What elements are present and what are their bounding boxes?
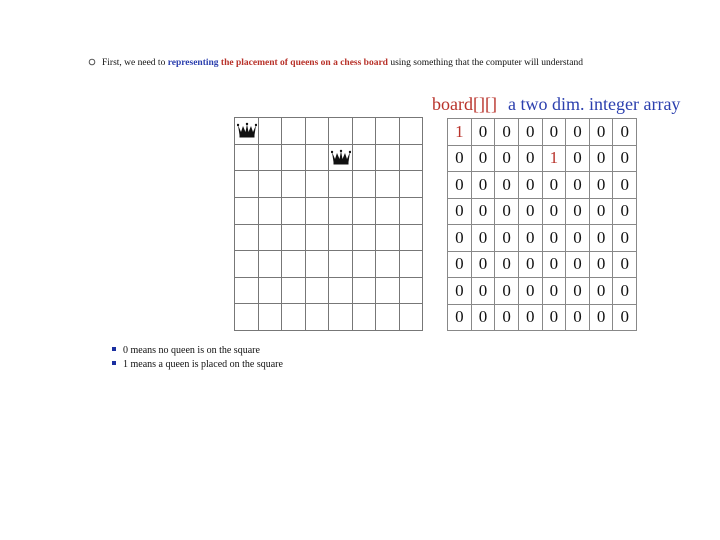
array-cell: 0 bbox=[472, 225, 496, 252]
board-square bbox=[282, 145, 306, 172]
board-square bbox=[329, 171, 353, 198]
board-square bbox=[376, 145, 400, 172]
array-cell: 0 bbox=[472, 305, 496, 332]
board-square bbox=[235, 171, 259, 198]
board-square bbox=[282, 118, 306, 145]
array-cell: 0 bbox=[495, 278, 519, 305]
board-square bbox=[353, 118, 377, 145]
board-square bbox=[400, 225, 424, 252]
board-square bbox=[306, 304, 330, 331]
array-cell: 0 bbox=[566, 225, 590, 252]
array-cell: 0 bbox=[519, 199, 543, 226]
array-cell: 0 bbox=[472, 252, 496, 279]
board-square bbox=[376, 251, 400, 278]
intro-part-2: representing bbox=[167, 58, 219, 68]
board-square bbox=[259, 145, 283, 172]
board-square bbox=[306, 145, 330, 172]
array-cell: 0 bbox=[519, 305, 543, 332]
array-cell: 0 bbox=[472, 146, 496, 173]
array-cell: 0 bbox=[543, 199, 567, 226]
square-bullet-icon bbox=[112, 361, 116, 365]
array-cell: 0 bbox=[590, 278, 614, 305]
board-square bbox=[353, 304, 377, 331]
array-description: a two dim. integer array bbox=[508, 94, 681, 114]
board-square bbox=[259, 251, 283, 278]
array-cell: 0 bbox=[448, 252, 472, 279]
array-cell: 0 bbox=[448, 146, 472, 173]
note-item bbox=[112, 344, 283, 358]
square-bullet-icon bbox=[112, 347, 116, 351]
array-cell: 0 bbox=[590, 146, 614, 173]
array-cell: 0 bbox=[590, 305, 614, 332]
board-square bbox=[376, 278, 400, 305]
board-square bbox=[353, 171, 377, 198]
array-cell: 0 bbox=[613, 278, 637, 305]
array-cell: 1 bbox=[543, 146, 567, 173]
array-cell: 0 bbox=[448, 305, 472, 332]
array-cell: 0 bbox=[448, 278, 472, 305]
board-square bbox=[282, 304, 306, 331]
board-square bbox=[376, 171, 400, 198]
board-square bbox=[353, 198, 377, 225]
array-cell: 0 bbox=[472, 119, 496, 146]
array-cell: 0 bbox=[543, 278, 567, 305]
intro-part-3: the placement of queens on a chess board bbox=[218, 58, 388, 68]
board-square bbox=[329, 304, 353, 331]
board-square bbox=[259, 118, 283, 145]
board-square bbox=[400, 278, 424, 305]
array-cell: 0 bbox=[613, 119, 637, 146]
board-square bbox=[329, 278, 353, 305]
board-square bbox=[282, 171, 306, 198]
board-square bbox=[306, 171, 330, 198]
array-grid bbox=[447, 118, 637, 331]
board-square bbox=[235, 145, 259, 172]
board-square bbox=[235, 225, 259, 252]
board-square bbox=[282, 278, 306, 305]
board-square bbox=[282, 251, 306, 278]
array-cell: 0 bbox=[519, 252, 543, 279]
array-cell: 0 bbox=[495, 305, 519, 332]
array-cell: 0 bbox=[613, 146, 637, 173]
board-square bbox=[353, 251, 377, 278]
board-square bbox=[235, 278, 259, 305]
board-square bbox=[376, 198, 400, 225]
board-square bbox=[235, 198, 259, 225]
board-square bbox=[259, 171, 283, 198]
array-cell: 0 bbox=[519, 119, 543, 146]
board-square bbox=[400, 171, 424, 198]
array-cell: 0 bbox=[590, 225, 614, 252]
board-square bbox=[376, 118, 400, 145]
board-square bbox=[235, 251, 259, 278]
array-cell: 0 bbox=[543, 252, 567, 279]
array-cell: 0 bbox=[543, 225, 567, 252]
notes-list bbox=[112, 344, 283, 372]
board-square bbox=[306, 225, 330, 252]
array-cell: 0 bbox=[613, 225, 637, 252]
array-cell: 0 bbox=[566, 278, 590, 305]
array-cell: 0 bbox=[566, 305, 590, 332]
note-one: 1 means a queen is placed on the square bbox=[123, 359, 283, 370]
array-cell: 0 bbox=[495, 146, 519, 173]
array-cell: 0 bbox=[590, 119, 614, 146]
note-item bbox=[112, 358, 283, 372]
array-cell: 0 bbox=[472, 172, 496, 199]
board-square bbox=[259, 304, 283, 331]
note-zero: 0 means no queen is on the square bbox=[123, 345, 260, 356]
array-cell: 0 bbox=[543, 119, 567, 146]
array-name: board[][] bbox=[432, 94, 497, 114]
board-square bbox=[259, 278, 283, 305]
array-cell: 0 bbox=[472, 199, 496, 226]
hollow-bullet-icon bbox=[88, 58, 96, 66]
board-square bbox=[235, 304, 259, 331]
array-cell: 1 bbox=[448, 119, 472, 146]
array-cell: 0 bbox=[495, 119, 519, 146]
array-cell: 0 bbox=[566, 252, 590, 279]
array-cell: 0 bbox=[448, 225, 472, 252]
array-cell: 0 bbox=[613, 252, 637, 279]
array-cell: 0 bbox=[519, 146, 543, 173]
chess-board bbox=[234, 117, 423, 331]
array-cell: 0 bbox=[495, 199, 519, 226]
board-square bbox=[259, 225, 283, 252]
array-cell: 0 bbox=[566, 199, 590, 226]
board-square bbox=[400, 145, 424, 172]
array-cell: 0 bbox=[543, 172, 567, 199]
board-square bbox=[353, 225, 377, 252]
board-square bbox=[400, 251, 424, 278]
intro-text bbox=[88, 58, 708, 68]
array-cell: 0 bbox=[472, 278, 496, 305]
board-square bbox=[282, 225, 306, 252]
array-cell: 0 bbox=[495, 252, 519, 279]
queen-icon bbox=[331, 148, 351, 165]
board-square bbox=[400, 304, 424, 331]
board-square bbox=[306, 118, 330, 145]
board-square bbox=[329, 225, 353, 252]
board-square bbox=[353, 278, 377, 305]
board-square bbox=[329, 118, 353, 145]
intro-part-4: using something that the computer will understand bbox=[387, 58, 583, 68]
board-square bbox=[400, 118, 424, 145]
board-square bbox=[306, 198, 330, 225]
array-cell: 0 bbox=[566, 172, 590, 199]
array-cell: 0 bbox=[566, 146, 590, 173]
board-square bbox=[329, 251, 353, 278]
board-square bbox=[282, 198, 306, 225]
board-square bbox=[376, 225, 400, 252]
queen-icon bbox=[237, 121, 257, 138]
board-square bbox=[235, 118, 259, 145]
array-cell: 0 bbox=[495, 225, 519, 252]
array-cell: 0 bbox=[590, 199, 614, 226]
array-cell: 0 bbox=[613, 305, 637, 332]
intro-part-1: First, we need to bbox=[102, 58, 168, 68]
array-cell: 0 bbox=[566, 119, 590, 146]
board-square bbox=[329, 145, 353, 172]
array-cell: 0 bbox=[519, 225, 543, 252]
board-square bbox=[259, 198, 283, 225]
board-square bbox=[329, 198, 353, 225]
board-square bbox=[306, 278, 330, 305]
board-square bbox=[353, 145, 377, 172]
array-cell: 0 bbox=[448, 199, 472, 226]
board-square bbox=[400, 198, 424, 225]
array-cell: 0 bbox=[495, 172, 519, 199]
array-cell: 0 bbox=[543, 305, 567, 332]
array-cell: 0 bbox=[519, 278, 543, 305]
board-square bbox=[376, 304, 400, 331]
array-cell: 0 bbox=[590, 172, 614, 199]
array-cell: 0 bbox=[519, 172, 543, 199]
board-square bbox=[306, 251, 330, 278]
array-cell: 0 bbox=[448, 172, 472, 199]
array-cell: 0 bbox=[613, 172, 637, 199]
array-cell: 0 bbox=[590, 252, 614, 279]
array-cell: 0 bbox=[613, 199, 637, 226]
